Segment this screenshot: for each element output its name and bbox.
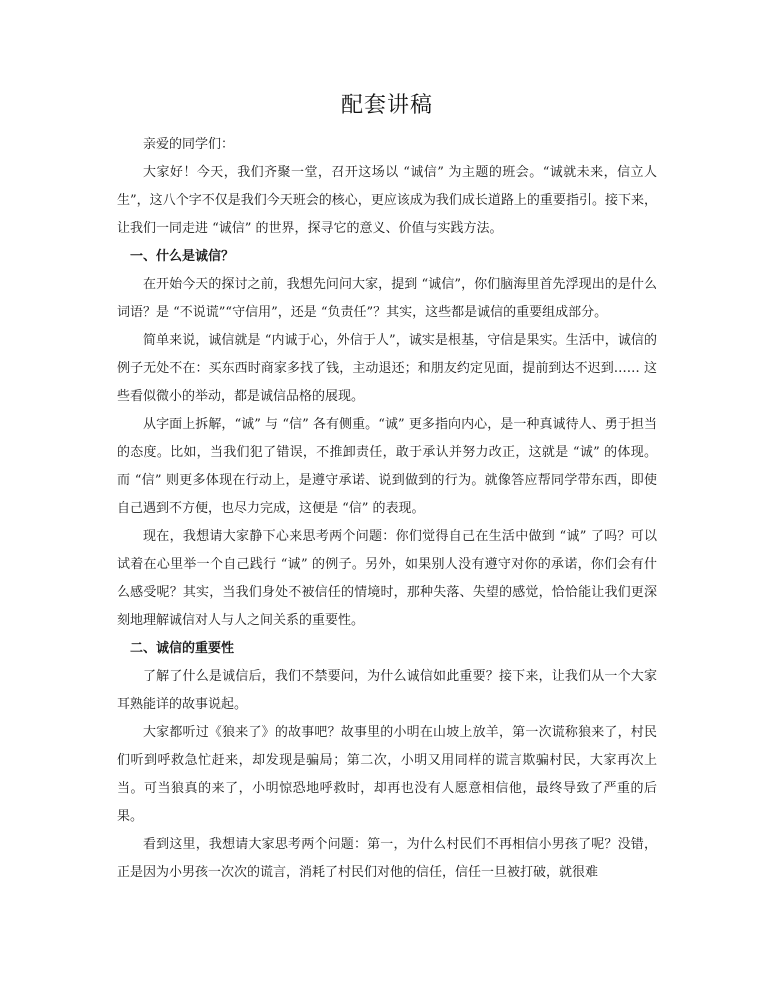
section-heading-importance: 二、诚信的重要性 bbox=[130, 641, 235, 656]
section-2-paragraph: 了解了什么是诚信后，我们不禁要问，为什么诚信如此重要？接下来，让我们从一个大家耳熟能详的故事说起。 bbox=[117, 669, 657, 712]
intro-paragraph: 大家好！今天，我们齐聚一堂，召开这场以 “诚信” 为主题的班会。“诚就未来，信立人生”，这八个字不仅是我们今天班会的核心，更应该成为我们成长道路上的重要指引。接下来，让我们一同走进 “诚信” 的世界，探寻它的意义、价值与实践方法。 bbox=[117, 165, 657, 236]
section-2-paragraph: 看到这里，我想请大家思考两个问题：第一，为什么村民们不再相信小男孩了呢？没错，正是因为小男孩一次次的谎言，消耗了村民们对他的信任，信任一旦被打破，就很难 bbox=[117, 837, 657, 880]
page-title: 配套讲稿 bbox=[340, 93, 433, 118]
section-2-paragraph: 大家都听过《狼来了》的故事吧？故事里的小明在山坡上放羊，第一次谎称狼来了，村民们听到呼救急忙赶来，却发现是骗局；第二次，小明又用同样的谎言欺骗村民，大家再次上当。可当狼真的来了，小明惊恐地呼救时，却再也没有人愿意相信他，最终导致了严重的后果。 bbox=[117, 725, 657, 824]
document-page bbox=[117, 88, 657, 887]
greeting: 亲爱的同学们： bbox=[143, 137, 235, 152]
section-1-paragraph: 从字面上拆解，“诚” 与 “信” 各有侧重。“诚” 更多指向内心，是一种真诚待人、勇于担当的态度。比如，当我们犯了错误，不推卸责任，敢于承认并努力改正，这就是 “诚” 的体现。而 “信” 则更多体现在行动上，是遵守承诺、说到做到的行为。就像答应帮同学带东西，即使自己遇到不方便，也尽力完成，这便是 “信” 的表现。 bbox=[117, 417, 657, 516]
section-1-paragraph: 在开始今天的探讨之前，我想先问问大家，提到 “诚信”，你们脑海里首先浮现出的是什么词语？是 “不说谎”“守信用”，还是 “负责任”？其实，这些都是诚信的重要组成部分。 bbox=[117, 277, 657, 320]
section-heading-what-is-integrity: 一、什么是诚信？ bbox=[130, 249, 235, 264]
section-1-paragraph: 简单来说，诚信就是 “内诚于心，外信于人”，诚实是根基，守信是果实。生活中，诚信的例子无处不在：买东西时商家多找了钱，主动退还；和朋友约定见面，提前到达不迟到…… 这些看似微小的举动，都是诚信品格的展现。 bbox=[117, 333, 657, 404]
section-1-paragraph: 现在，我想请大家静下心来思考两个问题：你们觉得自己在生活中做到 “诚” 了吗？可以试着在心里举一个自己践行 “诚” 的例子。另外，如果别人没有遵守对你的承诺，你们会有什么感受呢？其实，当我们身处不被信任的情境时，那种失落、失望的感觉，恰恰能让我们更深刻地理解诚信对人与人之间关系的重要性。 bbox=[117, 529, 657, 628]
